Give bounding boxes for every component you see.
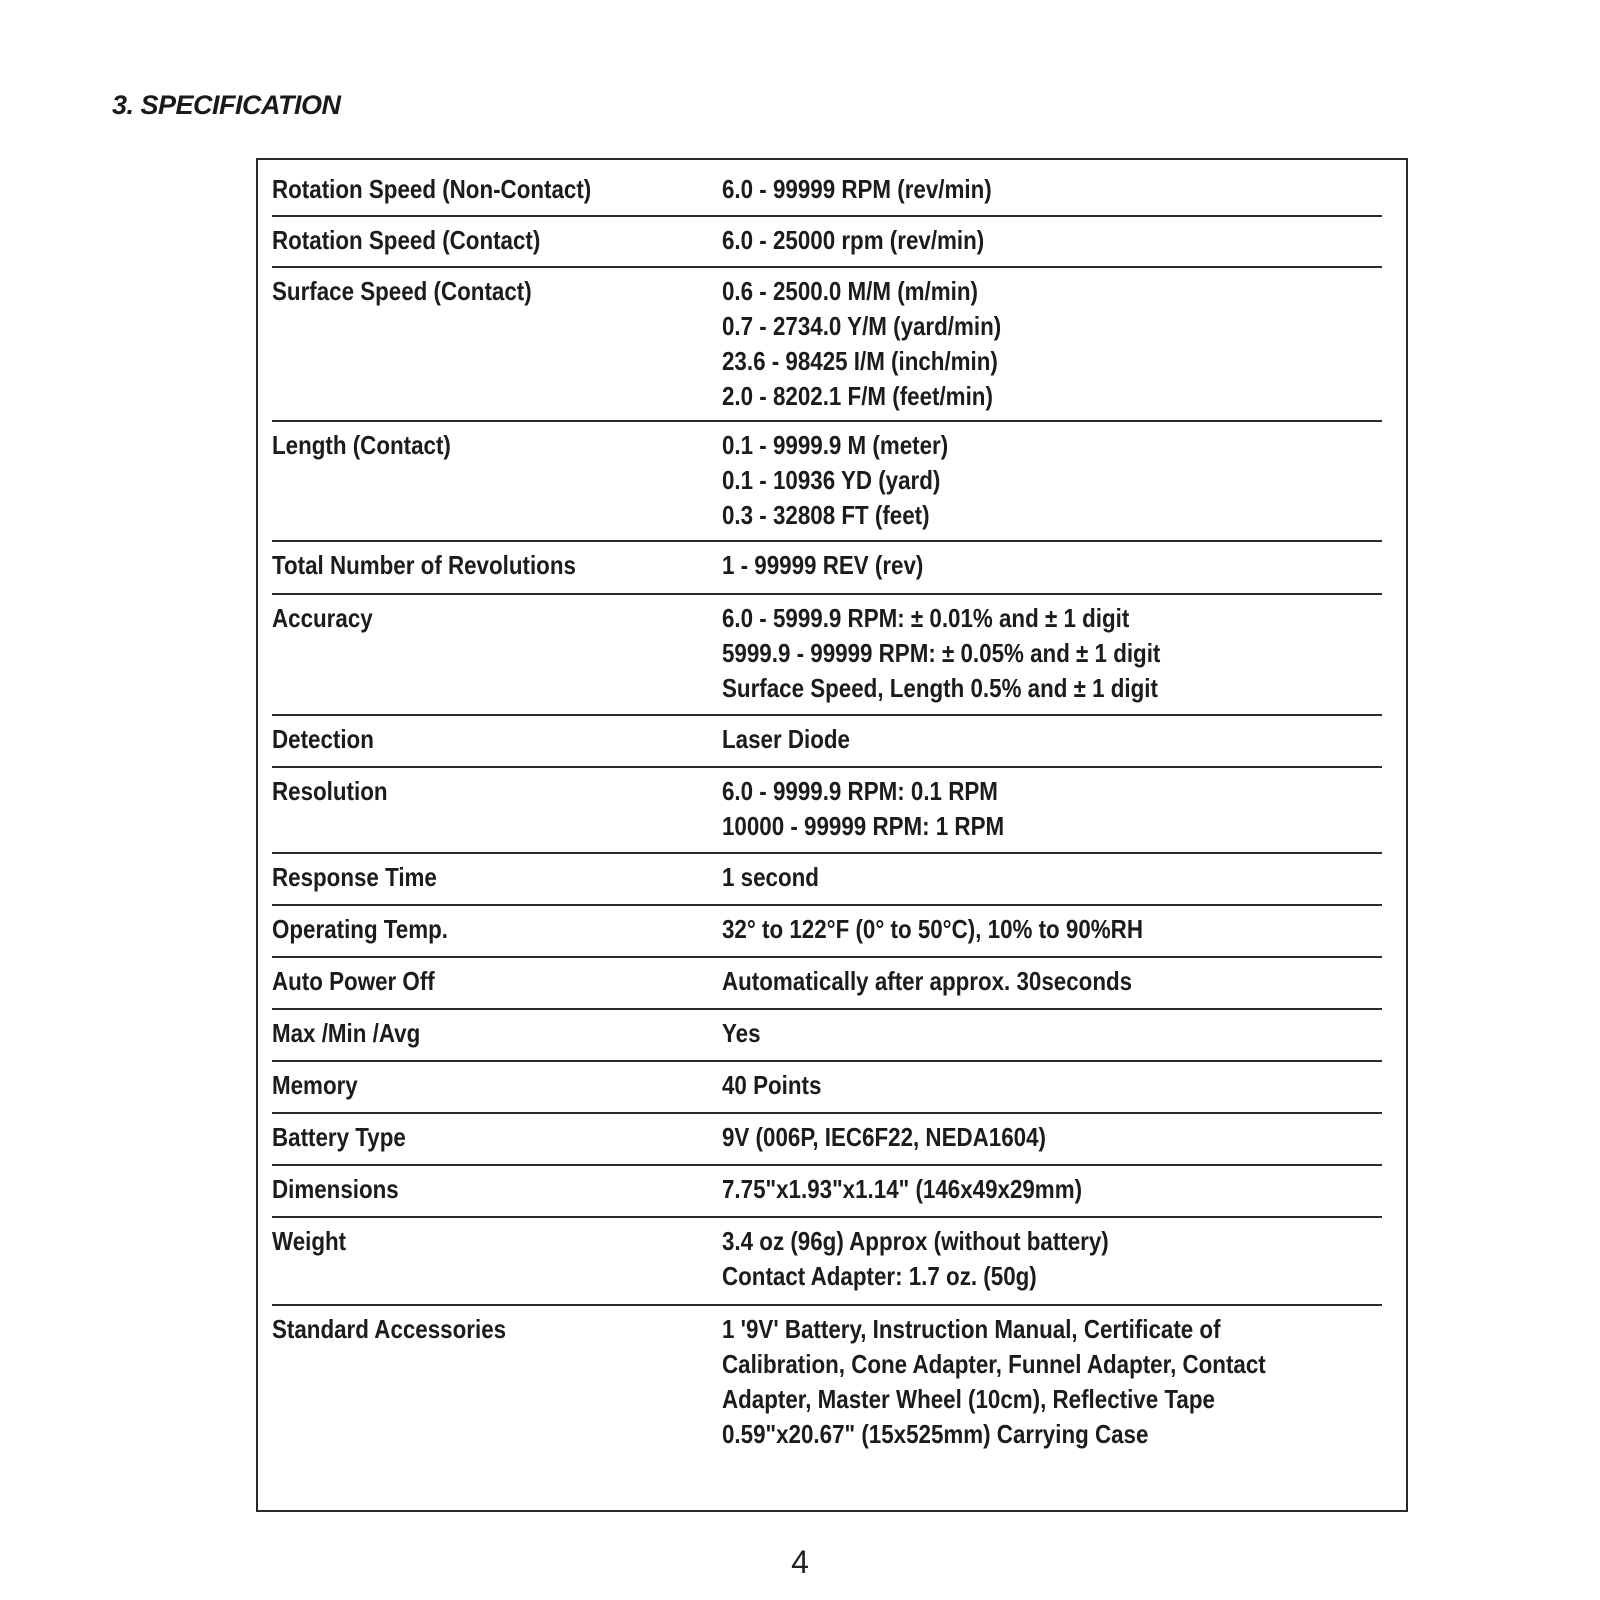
spec-value-line: Adapter, Master Wheel (10cm), Reflective Tape <box>722 1384 1215 1414</box>
spec-label: Total Number of Revolutions <box>272 550 576 580</box>
spec-label: Standard Accessories <box>272 1314 507 1344</box>
spec-label: Rotation Speed (Non-Contact) <box>272 174 592 204</box>
spec-value-line: 1 - 99999 REV (rev) <box>722 550 924 580</box>
spec-row <box>272 1010 1382 1062</box>
spec-value <box>722 854 1382 904</box>
spec-label: Detection <box>272 724 374 754</box>
spec-row <box>272 1306 1382 1476</box>
spec-value-line: 0.1 - 10936 YD (yard) <box>722 465 941 495</box>
spec-row <box>272 1218 1382 1306</box>
spec-value <box>722 1218 1382 1304</box>
spec-label: Operating Temp. <box>272 914 449 944</box>
spec-value-line: 0.1 - 9999.9 M (meter) <box>722 430 949 460</box>
spec-value-line: Laser Diode <box>722 724 850 754</box>
spec-value-line: 1 second <box>722 862 819 892</box>
spec-value <box>722 1306 1382 1476</box>
spec-value-line: 23.6 - 98425 I/M (inch/min) <box>722 346 998 376</box>
spec-value-line: Contact Adapter: 1.7 oz. (50g) <box>722 1261 1037 1291</box>
spec-value-line: 0.6 - 2500.0 M/M (m/min) <box>722 276 978 306</box>
spec-value-line: Surface Speed, Length 0.5% and ± 1 digit <box>722 673 1158 703</box>
spec-value-line: 0.3 - 32808 FT (feet) <box>722 500 930 530</box>
specification-table <box>256 158 1408 1512</box>
spec-row <box>272 906 1382 958</box>
spec-row <box>272 595 1382 716</box>
page-number: 4 <box>791 1544 809 1580</box>
spec-value-line: 2.0 - 8202.1 F/M (feet/min) <box>722 381 993 411</box>
spec-row <box>272 768 1382 854</box>
spec-value-line: 9V (006P, IEC6F22, NEDA1604) <box>722 1122 1046 1152</box>
spec-row <box>272 542 1382 595</box>
spec-value <box>722 217 1382 266</box>
spec-row <box>272 217 1382 268</box>
spec-value-line: 3.4 oz (96g) Approx (without battery) <box>722 1226 1109 1256</box>
spec-value <box>722 166 1382 215</box>
spec-row <box>272 854 1382 906</box>
spec-row <box>272 958 1382 1010</box>
spec-value-line: 0.59"x20.67" (15x525mm) Carrying Case <box>722 1419 1149 1449</box>
spec-value <box>722 542 1382 593</box>
spec-value-line: 6.0 - 5999.9 RPM: ± 0.01% and ± 1 digit <box>722 603 1130 633</box>
spec-row <box>272 1062 1382 1114</box>
spec-value-line: Automatically after approx. 30seconds <box>722 966 1133 996</box>
spec-label: Response Time <box>272 862 437 892</box>
spec-value-line: 40 Points <box>722 1070 822 1100</box>
spec-row <box>272 1114 1382 1166</box>
spec-label: Memory <box>272 1070 358 1100</box>
spec-label: Dimensions <box>272 1174 399 1204</box>
spec-label: Length (Contact) <box>272 430 451 460</box>
specification-rows <box>272 166 1382 1476</box>
spec-label: Resolution <box>272 776 388 806</box>
spec-row <box>272 422 1382 542</box>
spec-value-line: 7.75"x1.93"x1.14" (146x49x29mm) <box>722 1174 1083 1204</box>
spec-value <box>722 906 1382 956</box>
spec-value <box>722 716 1382 766</box>
spec-label: Weight <box>272 1226 347 1256</box>
spec-row <box>272 268 1382 422</box>
spec-row <box>272 166 1382 217</box>
spec-value <box>722 1010 1382 1060</box>
spec-value <box>722 595 1382 714</box>
spec-value-line: 32° to 122°F (0° to 50°C), 10% to 90%RH <box>722 914 1143 944</box>
spec-value <box>722 768 1382 852</box>
spec-value-line: 5999.9 - 99999 RPM: ± 0.05% and ± 1 digit <box>722 638 1161 668</box>
spec-value-line: Calibration, Cone Adapter, Funnel Adapter, Contact <box>722 1349 1266 1379</box>
spec-label: Max /Min /Avg <box>272 1018 421 1048</box>
spec-label: Battery Type <box>272 1122 406 1152</box>
spec-value-line: 1 '9V' Battery, Instruction Manual, Certificate of <box>722 1314 1221 1344</box>
spec-value <box>722 422 1382 540</box>
spec-value-line: 0.7 - 2734.0 Y/M (yard/min) <box>722 311 1002 341</box>
spec-value-line: Yes <box>722 1018 761 1048</box>
spec-value-line: 6.0 - 25000 rpm (rev/min) <box>722 225 985 255</box>
spec-value <box>722 958 1382 1008</box>
spec-value <box>722 1166 1382 1216</box>
spec-value-line: 6.0 - 9999.9 RPM: 0.1 RPM <box>722 776 998 806</box>
spec-label: Auto Power Off <box>272 966 435 996</box>
spec-value-line: 10000 - 99999 RPM: 1 RPM <box>722 811 1005 841</box>
spec-label: Accuracy <box>272 603 373 633</box>
spec-value <box>722 268 1382 420</box>
section-heading: 3. SPECIFICATION <box>112 90 341 120</box>
spec-value-line: 6.0 - 99999 RPM (rev/min) <box>722 174 992 204</box>
spec-value <box>722 1114 1382 1164</box>
spec-label: Rotation Speed (Contact) <box>272 225 541 255</box>
spec-label: Surface Speed (Contact) <box>272 276 532 306</box>
spec-row <box>272 1166 1382 1218</box>
spec-value <box>722 1062 1382 1112</box>
spec-row <box>272 716 1382 768</box>
